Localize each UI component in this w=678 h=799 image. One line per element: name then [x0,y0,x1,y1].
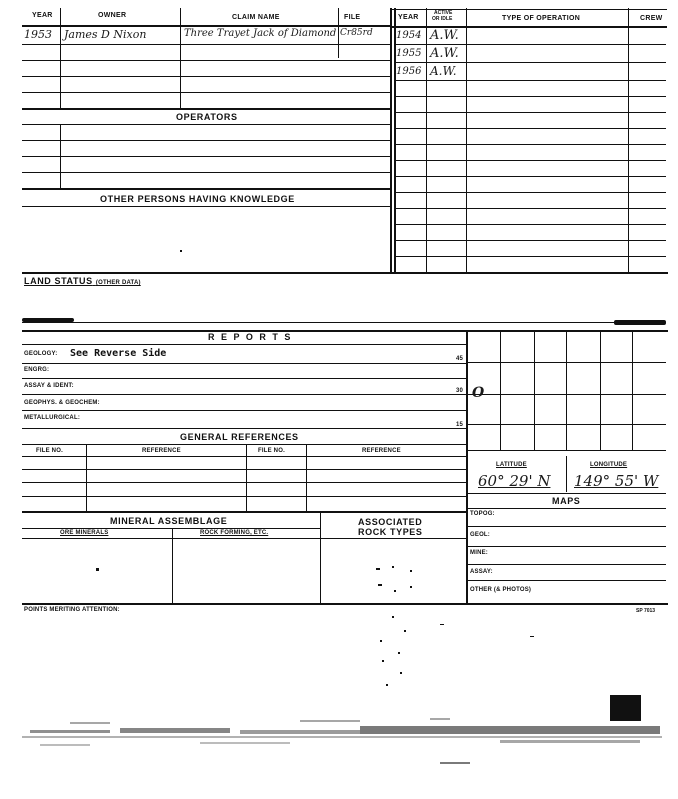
entry-owner: James D Nixon [64,28,147,41]
header-or-idle: OR IDLE [432,16,453,22]
rock-forming-label: ROCK FORMING, ETC. [200,530,269,536]
associated-heading-2: ROCK TYPES [358,527,423,537]
ore-minerals-label: ORE MINERALS [60,530,109,536]
side-number-30: 30 [456,388,464,394]
latitude-label: LATITUDE [496,462,527,468]
activity-year-2: 1955 [396,48,422,59]
longitude-value: 149° 55' W [574,472,659,490]
header-crew: CREW [640,15,663,22]
entry-year: 1953 [24,28,52,41]
activity-year-1: 1954 [396,30,422,41]
side-number-15: 15 [456,422,464,428]
activity-year-3: 1956 [396,66,422,77]
engrg-label: ENGRG: [24,367,50,373]
activity-status-2: A.W. [430,46,459,61]
ref-file-no-2: FILE NO. [258,448,285,454]
maps-heading: MAPS [552,496,581,506]
metallurgical-label: METALLURGICAL: [24,415,81,421]
scanner-noise-band [0,700,678,770]
geophys-label: GEOPHYS. & GEOCHEM: [24,400,100,406]
associated-heading-1: ASSOCIATED [358,517,423,527]
land-status-label: LAND STATUS [24,276,93,286]
header-year: YEAR [32,12,53,19]
maps-geol: GEOL: [470,532,490,538]
maps-assay: ASSAY: [470,569,493,575]
separator-smudge-right [614,320,666,325]
operators-heading: OPERATORS [176,112,238,122]
location-circle-mark: O [472,385,485,401]
header-year-2: YEAR [398,14,419,21]
latitude-value: 60° 29' N [478,472,551,490]
maps-mine: MINE: [470,550,488,556]
general-references-heading: GENERAL REFERENCES [180,432,299,442]
points-meriting-attention-label: POINTS MERITING ATTENTION: [24,607,120,613]
mineral-assemblage-heading: MINERAL ASSEMBLAGE [110,516,228,526]
longitude-label: LONGITUDE [590,462,628,468]
other-persons-heading: OTHER PERSONS HAVING KNOWLEDGE [100,194,295,204]
activity-status-1: A.W. [430,28,459,43]
ref-reference-2: REFERENCE [362,448,401,454]
ref-file-no-1: FILE NO. [36,448,63,454]
reports-heading: R E P O R T S [208,332,293,342]
header-type-of-operation: TYPE OF OPERATION [502,15,581,22]
header-claim-name: CLAIM NAME [232,14,280,21]
header-file: FILE [344,14,361,21]
maps-other: OTHER (& PHOTOS) [470,587,532,593]
side-number-45: 45 [456,356,464,362]
land-status-note: (OTHER DATA) [95,280,141,286]
header-owner: OWNER [98,12,127,19]
land-status-heading [24,276,141,286]
activity-status-3: A.W. [430,64,457,78]
ref-reference-1: REFERENCE [142,448,181,454]
form-code: SP 7013 [636,608,656,614]
maps-topog: TOPOG: [470,511,495,517]
assay-ident-label: ASSAY & IDENT: [24,383,74,389]
geology-value: See Reverse Side [70,348,167,359]
geology-label: GEOLOGY: [24,351,58,357]
header-active: ACTIVE [434,10,453,16]
entry-file: Cr85rd [340,28,373,38]
entry-claim-name: Three Trayet Jack of Diamond [184,28,337,39]
